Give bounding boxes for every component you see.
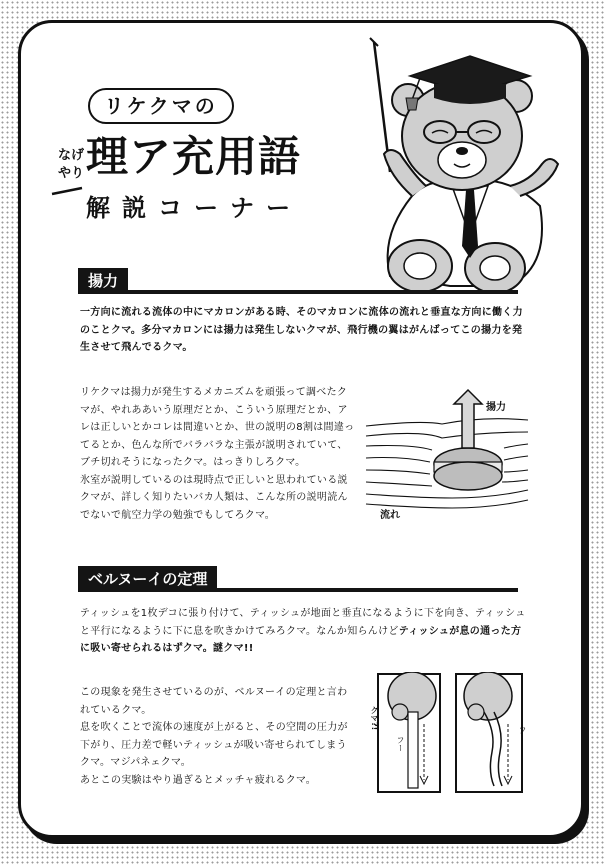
sfx-blow-right: フー [518, 726, 527, 742]
lift-lead-paragraph: 一方向に流れる流体の中にマカロンがある時、そのマカロンに流体の流れと垂直な方向に働く力のことクマ。多分マカロンには揚力は発生しないクマが、飛行機の翼はがんばってこの揚力を発生させて飛んでるクマ。 [80, 307, 523, 353]
section-heading-lift: 揚力 [78, 268, 128, 294]
section-heading-bernoulli: ベルヌーイの定理 [78, 566, 217, 592]
bernoulli-lead-emphasis: ティッシュが息の通った方に吸い寄せられるはずクマ。謎クマ!! [80, 625, 522, 654]
page-title: 理ア充用語 [86, 132, 302, 181]
side-label-2: やり [58, 166, 85, 181]
side-label-underline [50, 184, 86, 198]
bernoulli-lead-text: ティッシュを1枚デコに張り付けて、ティッシュが地面と垂直になるように下を向き、ティッシュと平行になるように下に息を吹きかけてみろクマ。なんか知らんけど [80, 608, 526, 637]
side-label-1: なげ [58, 148, 85, 163]
tissue-experiment-illustration [364, 672, 530, 798]
bear-mascot-illustration [360, 36, 570, 298]
bernoulli-body-paragraph: この現象を発生させているのが、ベルヌーイの定理と言われているクマ。 息を吹くことで流体の速度が上がると、その空間の圧力が下がり、圧力差で軽いティッシュが吸い寄せられてしまうクマ。マジパネェクマ。 あとこの実験はやり過ぎるとメッチャ疲れるクマ。 [80, 687, 348, 786]
diagram-label-flow: 流れ [380, 510, 400, 521]
lift-macaron-diagram [362, 386, 532, 522]
diagram-label-lift: 揚力 [486, 402, 506, 413]
section-divider [78, 290, 518, 294]
page-subtitle: 解説コーナー [86, 194, 302, 222]
bernoulli-lead-paragraph [80, 605, 527, 658]
lift-body-paragraph: リケクマは揚力が発生するメカニズムを頑張って調べたクマが、やれああいう原理だとか、こういう原理だとか、アレは正しいとかコレは間違いとか、世の説明の8割は間違ってるとか、色んな所でバラバラな主張が説明されていて、ブチ切れそうになったクマ。はっきりしろクマ。 氷室が説明しているのは現時点で正しいと思われている説クマが、詳しく知りたいバカ人類は、こんな所の説明読んでないで航空力学の勉強でもしてろクマ。 [80, 387, 355, 521]
sfx-kuma: クマ?! [370, 706, 379, 731]
sfx-blow-left: フー [396, 736, 405, 752]
section-divider [78, 588, 518, 592]
corner-badge: リケクマの [88, 88, 234, 124]
